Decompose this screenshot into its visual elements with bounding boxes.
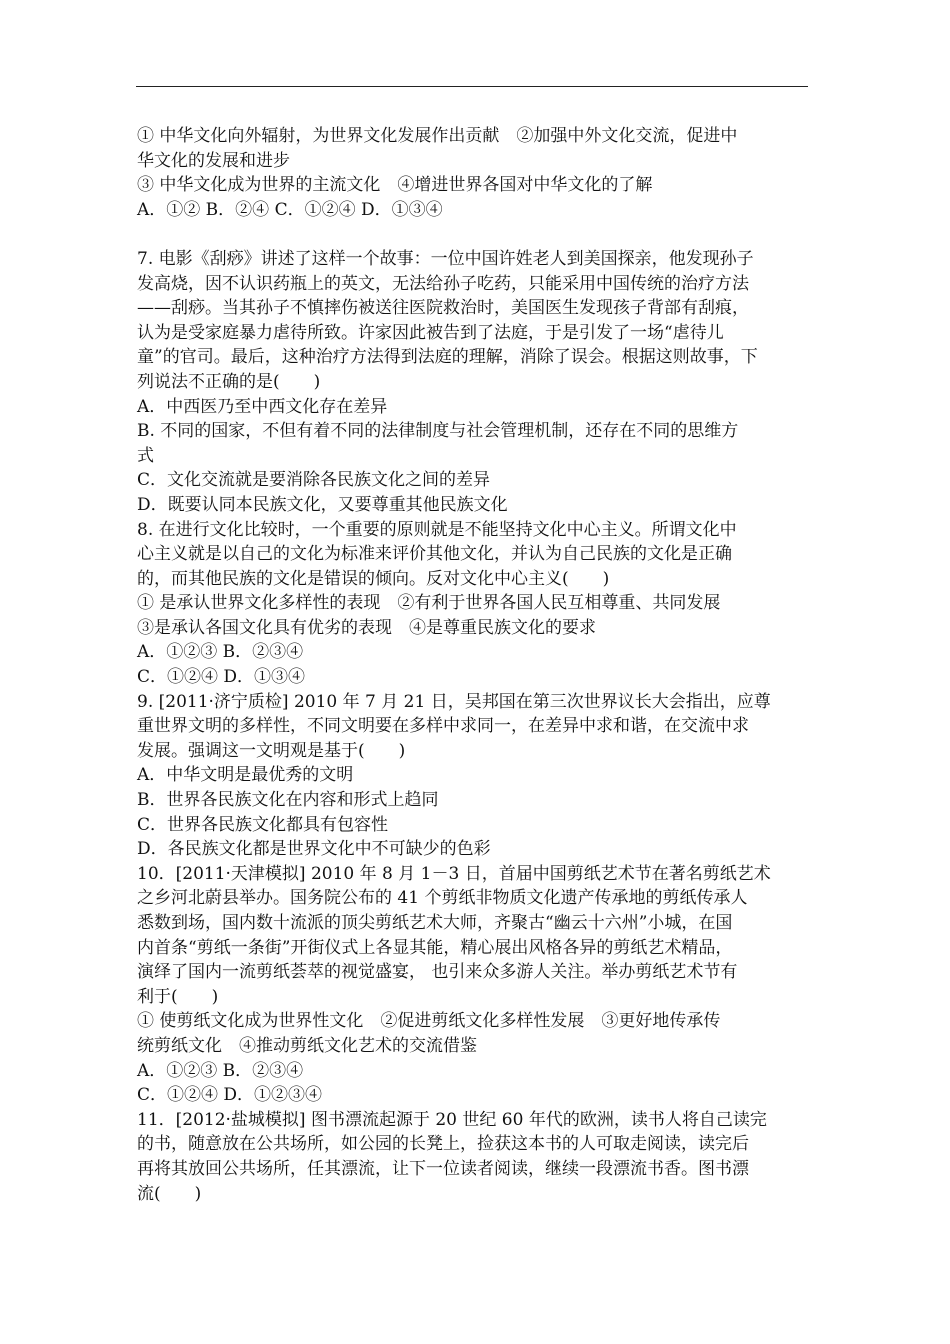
question-text-line: 的书，随意放在公共场所，如公园的长凳上，捡获这本书的人可取走阅读，读完后: [137, 1134, 749, 1155]
header-rule: [136, 86, 808, 87]
question-text-line: 心主义就是以自己的文化为标准来评价其他文化，并认为自己民族的文化是正确: [137, 544, 732, 565]
question-text-line: ③是承认各国文化具有优劣的表现 ④是尊重民族文化的要求: [137, 617, 596, 638]
question-text-line: 流( ): [137, 1183, 202, 1204]
questions-7-to-11: [137, 247, 809, 1206]
document-body: [137, 124, 809, 1206]
question-text-line: 列说法不正确的是( ): [137, 371, 321, 392]
question-text-line: C．①②④ D．①③④: [137, 667, 306, 688]
question-text-line: 式: [137, 445, 154, 466]
question-text-line: ① 是承认世界文化多样性的表现 ②有利于世界各国人民互相尊重、共同发展: [137, 593, 721, 614]
q6-line: 华文化的发展和进步: [137, 150, 290, 171]
question-text-line: 7. 电影《刮痧》讲述了这样一个故事：一位中国许姓老人到美国探亲，他发现孙子: [137, 248, 754, 269]
question-text-line: 11．[2012·盐城模拟] 图书漂流起源于 20 世纪 60 年代的欧洲，读书人将自己读完: [137, 1109, 767, 1130]
question-text-line: 认为是受家庭暴力虐待所致。许家因此被告到了法庭，于是引发了一场“虐待儿: [137, 322, 724, 343]
question-text-line: C．①②④ D．①②③④: [137, 1085, 323, 1106]
question-text-line: A．中西医乃至中西文化存在差异: [137, 396, 388, 417]
question-text-line: A．中华文明是最优秀的文明: [137, 765, 354, 786]
question-text-line: D．既要认同本民族文化，又要尊重其他民族文化: [137, 494, 508, 515]
question-text-line: 利于( ): [137, 986, 219, 1007]
question-text-line: 童”的官司。最后，这种治疗方法得到法庭的理解，消除了误会。根据这则故事，下: [137, 347, 758, 368]
question-text-line: 的，而其他民族的文化是错误的倾向。反对文化中心主义( ): [137, 568, 610, 589]
q6-line: A．①② B．②④ C．①②④ D．①③④: [137, 199, 443, 220]
question-text-line: C．世界各民族文化都具有包容性: [137, 814, 389, 835]
question-text-line: 10．[2011·天津模拟] 2010 年 8 月 1－3 日，首届中国剪纸艺术节在著名剪纸艺术: [137, 863, 771, 884]
question-text-line: 发高烧，因不认识药瓶上的英文，无法给孙子吃药，只能采用中国传统的治疗方法: [137, 273, 749, 294]
paragraph-gap: [137, 222, 809, 247]
question-text-line: ① 使剪纸文化成为世界性文化 ②促进剪纸文化多样性发展 ③更好地传承传: [137, 1011, 721, 1032]
question-text-line: 再将其放回公共场所，任其漂流，让下一位读者阅读，继续一段漂流书香。图书漂: [137, 1158, 749, 1179]
question-text-line: 演绎了国内一流剪纸荟萃的视觉盛宴， 也引来众多游人关注。举办剪纸艺术节有: [137, 962, 738, 983]
question-text-line: 重世界文明的多样性，不同文明要在多样中求同一，在差异中求和谐，在交流中求: [137, 716, 749, 737]
question-text-line: 内首条“剪纸一条街”开街仪式上各显其能，精心展出风格各异的剪纸艺术精品，: [137, 937, 733, 958]
question-text-line: B．世界各民族文化在内容和形式上趋同: [137, 790, 439, 811]
q6-line: ① 中华文化向外辐射，为世界文化发展作出贡献 ②加强中外文化交流，促进中: [137, 126, 738, 146]
q6-line: ③ 中华文化成为世界的主流文化 ④增进世界各国对中华文化的了解: [137, 175, 653, 196]
question-6-options: [137, 124, 809, 222]
question-text-line: C．文化交流就是要消除各民族文化之间的差异: [137, 470, 491, 491]
question-text-line: 统剪纸文化 ④推动剪纸文化艺术的交流借鉴: [137, 1035, 477, 1056]
question-text-line: 8. 在进行文化比较时，一个重要的原则就是不能坚持文化中心主义。所谓文化中: [137, 519, 737, 540]
question-text-line: A．①②③ B．②③④: [137, 642, 304, 663]
question-text-line: 之乡河北蔚县举办。国务院公布的 41 个剪纸非物质文化遗产传承地的剪纸传承人: [137, 888, 748, 909]
question-text-line: A．①②③ B．②③④: [137, 1060, 304, 1081]
question-text-line: 9. [2011·济宁质检] 2010 年 7 月 21 日，吴邦国在第三次世界议长大会指出，应尊: [137, 691, 771, 712]
question-text-line: B. 不同的国家，不但有着不同的法律制度与社会管理机制，还存在不同的思维方: [137, 421, 739, 442]
question-text-line: D．各民族文化都是世界文化中不可缺少的色彩: [137, 839, 491, 860]
question-text-line: 悉数到场，国内数十流派的顶尖剪纸艺术大师，齐聚古“幽云十六州”小城，在国: [137, 913, 733, 933]
question-text-line: ——刮痧。当其孙子不慎摔伤被送往医院救治时，美国医生发现孩子背部有刮痕，: [137, 298, 749, 319]
question-text-line: 发展。强调这一文明观是基于( ): [137, 740, 406, 761]
